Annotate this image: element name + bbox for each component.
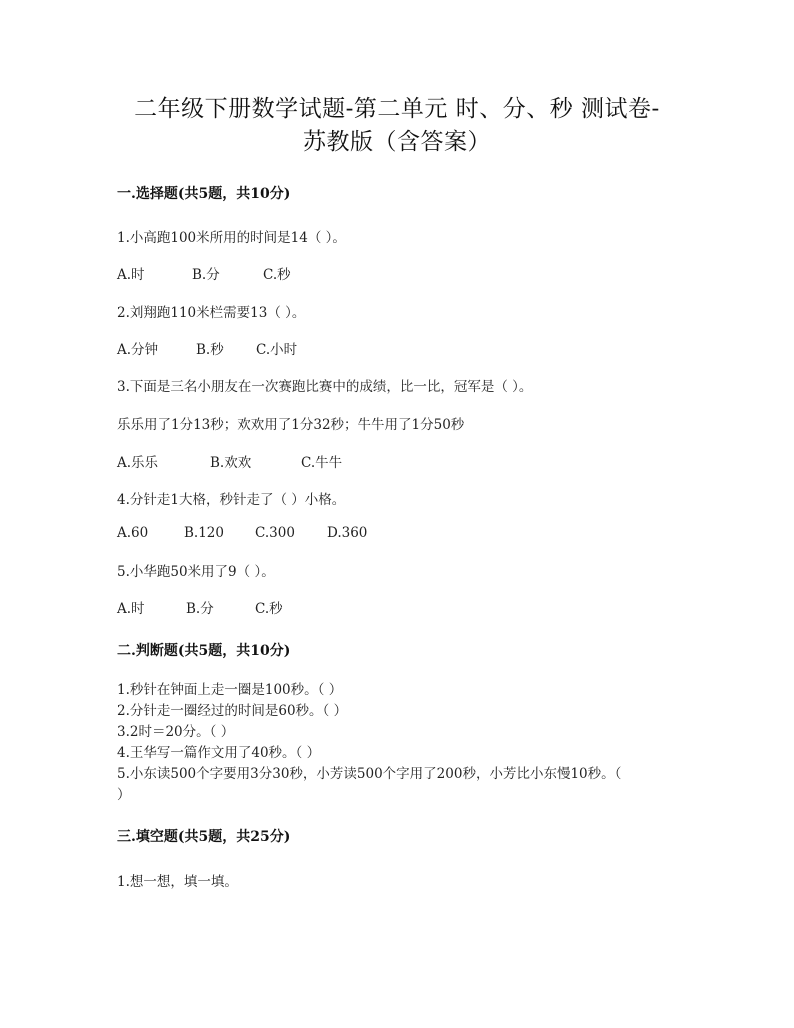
judge-item-4: 4.王华写一篇作文用了40秒。（ ） — [117, 745, 321, 761]
question-5-option-b: B.分 — [186, 601, 214, 617]
fill-item-1: 1.想一想，填一填。 — [117, 874, 238, 890]
question-1: 1.小高跑100米所用的时间是14（ ）。 — [117, 230, 346, 246]
question-2: 2.刘翔跑110米栏需要13（ ）。 — [117, 305, 306, 321]
question-4-option-d: D.360 — [327, 525, 368, 541]
question-4-option-a: A.60 — [117, 525, 149, 541]
question-4-option-c: C.300 — [255, 525, 295, 541]
question-2-option-c: C.小时 — [256, 342, 298, 358]
question-5: 5.小华跑50米用了9（ ）。 — [117, 564, 275, 580]
question-3-option-a: A.乐乐 — [117, 455, 159, 471]
question-4-option-b: B.120 — [184, 525, 224, 541]
question-2-option-b: B.秒 — [196, 342, 224, 358]
question-2-option-a: A.分钟 — [117, 342, 159, 358]
question-5-option-a: A.时 — [117, 601, 145, 617]
question-3: 3.下面是三名小朋友在一次赛跑比赛中的成绩，比一比，冠军是（ ）。 — [117, 379, 533, 395]
judge-item-5-continued: ） — [117, 787, 131, 803]
judge-item-2: 2.分针走一圈经过的时间是60秒。（ ） — [117, 703, 348, 719]
judge-item-5: 5.小东读500个字要用3分30秒，小芳读500个字用了200秒，小芳比小东慢10秒。（ — [117, 766, 622, 782]
section-heading-fill: 三.填空题(共5题，共25分) — [117, 829, 291, 845]
question-1-option-c: C.秒 — [263, 267, 291, 283]
section-heading-judge: 二.判断题(共5题，共10分) — [117, 643, 291, 659]
page-title-line-1: 二年级下册数学试题-第二单元 时、分、秒 测试卷- — [134, 96, 660, 122]
page-title-line-2: 苏教版（含答案） — [303, 129, 491, 155]
judge-item-1: 1.秒针在钟面上走一圈是100秒。（ ） — [117, 682, 343, 698]
judge-item-3: 3.2时＝20分。（ ） — [117, 724, 235, 740]
question-3-option-b: B.欢欢 — [210, 455, 252, 471]
question-5-option-c: C.秒 — [255, 601, 283, 617]
section-heading-choice: 一.选择题(共5题，共10分) — [117, 186, 291, 202]
question-1-option-a: A.时 — [117, 267, 145, 283]
question-1-option-b: B.分 — [192, 267, 220, 283]
question-3-info: 乐乐用了1分13秒；欢欢用了1分32秒；牛牛用了1分50秒 — [117, 417, 465, 433]
question-4: 4.分针走1大格，秒针走了（ ）小格。 — [117, 492, 346, 508]
question-3-option-c: C.牛牛 — [301, 455, 343, 471]
